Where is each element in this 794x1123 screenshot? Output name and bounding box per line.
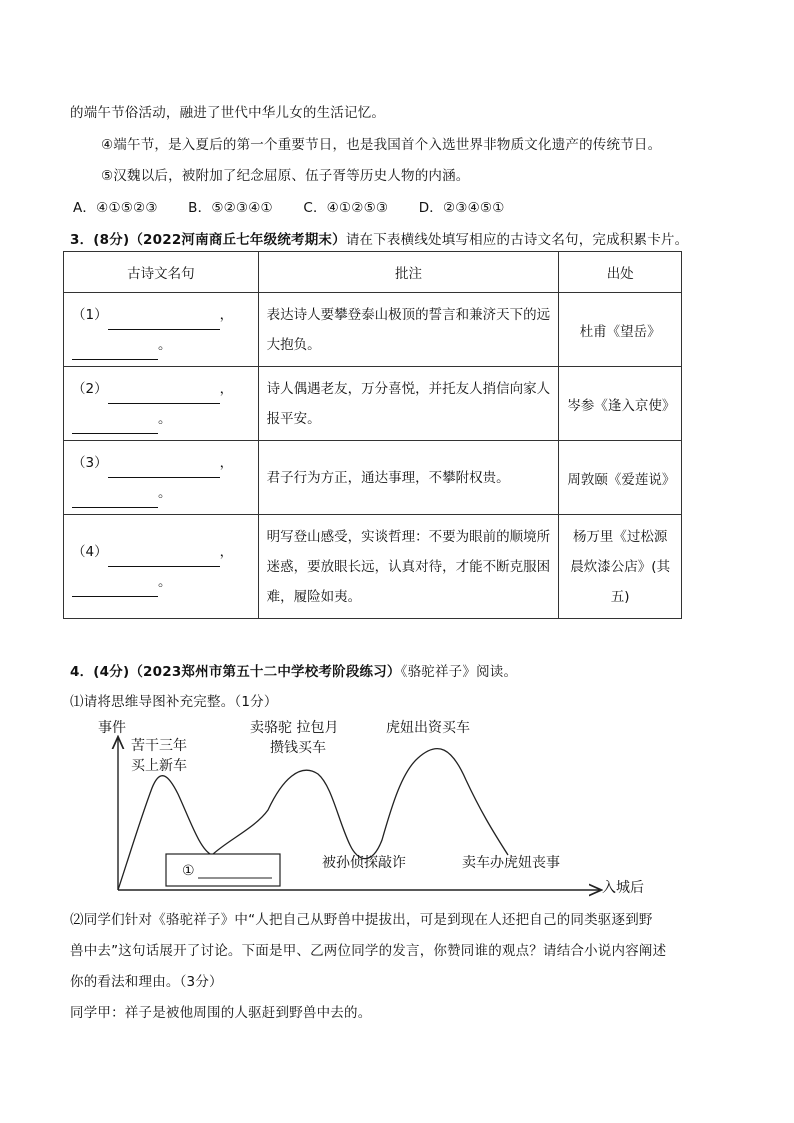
q3-score: (8分) — [93, 232, 130, 248]
event-label: 卖车办虎妞丧事 — [462, 855, 560, 871]
answer-options — [73, 196, 531, 216]
event-label: 买上新车 — [131, 758, 187, 774]
answer-blank[interactable] — [72, 345, 158, 360]
q4-source: （2023郑州市第五十二中学校考阶段练习） — [129, 664, 401, 680]
origin-cell: 周敦颐《爱莲说》 — [559, 441, 682, 515]
accumulation-card-table — [63, 251, 682, 619]
q4-sub2-line2: 兽中去”这句话展开了讨论。下面是甲、乙两位同学的发言，你赞同谁的观点？请结合小说内容阐述 — [70, 943, 667, 959]
table-row — [64, 367, 682, 441]
q4-text: 《骆驼祥子》阅读。 — [400, 664, 518, 680]
sentence-4: ④端午节，是入夏后的第一个重要节日，也是我国首个入选世界非物质文化遗产的传统节日。 — [101, 137, 662, 153]
q4-score: (4分) — [93, 664, 130, 680]
q4-sub2-line3: 你的看法和理由。（3分） — [70, 974, 223, 990]
table-row — [64, 515, 682, 619]
row-number: （2） — [72, 380, 108, 397]
note-cell: 明写登山感受，实谈哲理：不要为眼前的顺境所迷惑，要放眼长远，认真对待，才能不断克服困难，履险如夷。 — [258, 515, 559, 619]
q4-sub2-line1: ⑵同学们针对《骆驼祥子》中“人把自己从野兽中提拔出，可是到现在人还把自己的同类驱逐到野 — [70, 912, 653, 928]
q3-heading — [70, 228, 688, 248]
origin-cell: 杜甫《望岳》 — [559, 293, 682, 367]
event-label: 卖骆驼 拉包月 — [250, 720, 339, 736]
y-axis-label: 事件 — [98, 720, 126, 736]
student-a-statement: 同学甲：祥子是被他周围的人驱赶到野兽中去的。 — [70, 1005, 372, 1021]
answer-blank[interactable] — [108, 552, 220, 567]
period: 。 — [158, 573, 172, 590]
comma: ， — [219, 380, 234, 397]
comma: ， — [219, 543, 234, 560]
header-quote: 古诗文名句 — [64, 252, 259, 293]
note-cell: 诗人偶遇老友，万分喜悦，并托友人捎信向家人报平安。 — [258, 367, 559, 441]
q3-number: 3． — [70, 232, 94, 248]
x-axis-label: 入城后 — [602, 880, 644, 896]
answer-blank[interactable] — [108, 389, 220, 404]
blank-number: ① — [182, 863, 195, 879]
row-number: （1） — [72, 306, 108, 323]
answer-blank[interactable] — [72, 582, 158, 597]
event-label: 攒钱买车 — [270, 740, 326, 756]
period: 。 — [158, 336, 172, 353]
option-a[interactable]: A．④①⑤②③ — [73, 200, 158, 216]
q3-source: （2022河南商丘七年级统考期末） — [129, 232, 346, 248]
mind-map-diagram — [0, 710, 794, 900]
table-row — [64, 441, 682, 515]
quote-cell — [64, 367, 259, 441]
table-header-row — [64, 252, 682, 293]
sentence-5: ⑤汉魏以后，被附加了纪念屈原、伍子胥等历史人物的内涵。 — [101, 168, 470, 184]
note-cell: 君子行为方正，通达事理，不攀附权贵。 — [258, 441, 559, 515]
header-origin: 出处 — [559, 252, 682, 293]
header-note: 批注 — [258, 252, 559, 293]
q4-sub1: ⑴请将思维导图补充完整。（1分） — [70, 694, 278, 710]
q4-heading — [70, 660, 517, 680]
period: 。 — [158, 410, 172, 427]
comma: ， — [219, 306, 234, 323]
answer-blank[interactable] — [108, 315, 220, 330]
option-d[interactable]: D．②③④⑤① — [418, 200, 505, 216]
row-number: （4） — [72, 543, 108, 560]
comma: ， — [219, 454, 234, 471]
quote-cell — [64, 441, 259, 515]
origin-cell: 岑参《逢入京使》 — [559, 367, 682, 441]
intro-line: 的端午节俗活动，融进了世代中华儿女的生活记忆。 — [70, 105, 386, 121]
event-label: 苦干三年 — [131, 738, 187, 754]
event-label: 虎妞出资买车 — [386, 720, 470, 736]
answer-blank[interactable] — [72, 493, 158, 508]
origin-cell: 杨万里《过松源晨炊漆公店》(其五) — [559, 515, 682, 619]
row-number: （3） — [72, 454, 108, 471]
quote-cell — [64, 515, 259, 619]
quote-cell — [64, 293, 259, 367]
note-cell: 表达诗人要攀登泰山极顶的誓言和兼济天下的远大抱负。 — [258, 293, 559, 367]
period: 。 — [158, 484, 172, 501]
q4-number: 4． — [70, 664, 94, 680]
option-b[interactable]: B．⑤②③④① — [188, 200, 273, 216]
answer-blank[interactable] — [72, 419, 158, 434]
option-c[interactable]: C．④①②⑤③ — [303, 200, 389, 216]
table-row — [64, 293, 682, 367]
q3-text: 请在下表横线处填写相应的古诗文名句，完成积累卡片。 — [345, 232, 689, 248]
answer-blank[interactable] — [108, 463, 220, 478]
event-label: 被孙侦探敲诈 — [322, 855, 406, 871]
